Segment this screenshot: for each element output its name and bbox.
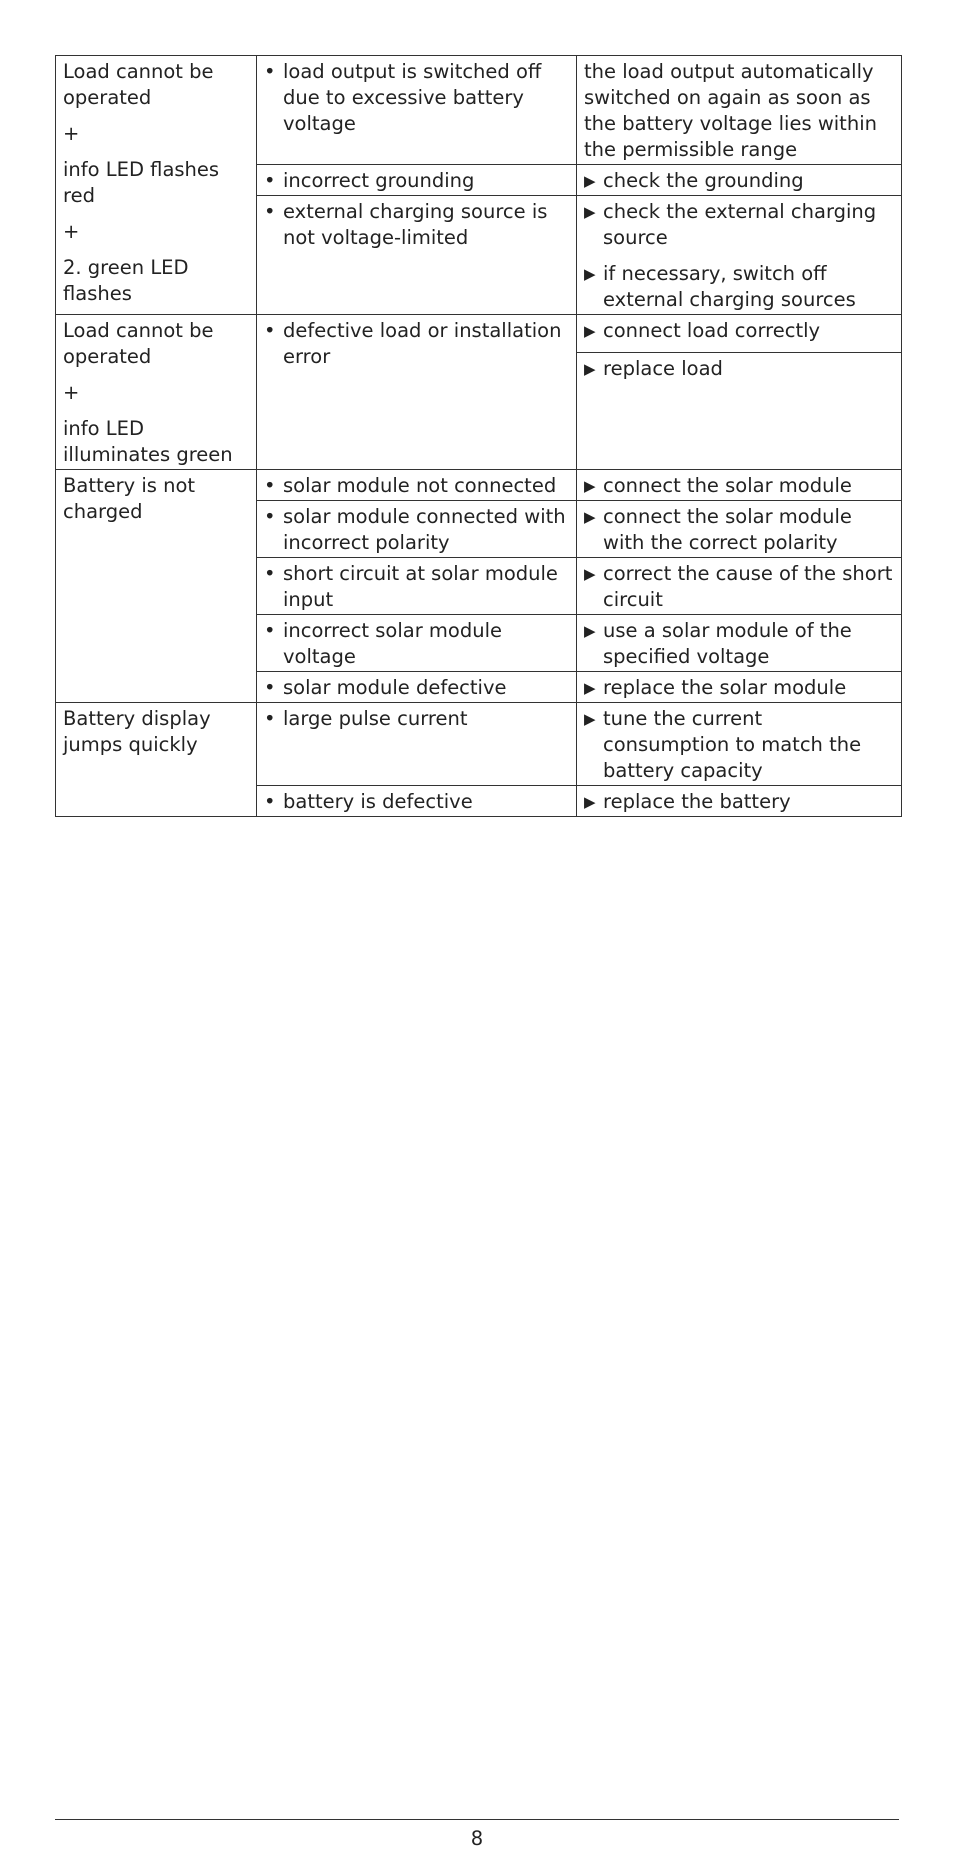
arrow-right-icon: ▶	[584, 172, 596, 190]
page-number: 8	[470, 1827, 484, 1850]
table-row	[56, 470, 902, 501]
cause-cell: • load output is switched off due to excessive battery voltage	[257, 56, 577, 165]
arrow-right-icon: ▶	[584, 565, 596, 583]
fault-cell: Battery display jumps quickly	[56, 703, 257, 817]
bullet-icon: •	[264, 169, 276, 192]
table-row	[56, 315, 902, 353]
bullet-icon: •	[264, 60, 276, 83]
cause-cell: • solar module connected with incorrect polarity	[257, 501, 577, 558]
cause-cell: • battery is defective	[257, 786, 577, 817]
arrow-right-icon: ▶	[584, 679, 596, 697]
arrow-right-icon: ▶	[584, 477, 596, 495]
remedy-cell: ▶ replace the solar module	[577, 672, 902, 703]
cause-cell: • solar module defective	[257, 672, 577, 703]
footer-divider	[55, 1819, 899, 1820]
remedy-cell: the load output automatically switched on again as soon as the battery voltage lies within the permissible range	[577, 56, 902, 165]
bullet-icon: •	[264, 474, 276, 497]
arrow-right-icon: ▶	[584, 710, 596, 728]
cause-cell: • short circuit at solar module input	[257, 558, 577, 615]
arrow-right-icon: ▶	[584, 322, 596, 340]
remedy-cell: ▶ replace load	[577, 353, 902, 470]
remedy-cell: ▶ check the external charging source ▶ if necessary, switch off external charging sources	[577, 196, 902, 315]
bullet-icon: •	[264, 562, 276, 585]
bullet-icon: •	[264, 505, 276, 528]
bullet-icon: •	[264, 200, 276, 223]
remedy-cell: ▶ replace the battery	[577, 786, 902, 817]
arrow-right-icon: ▶	[584, 203, 596, 221]
remedy-cell: ▶ tune the current consumption to match the battery capacity	[577, 703, 902, 786]
bullet-icon: •	[264, 707, 276, 730]
fault-cell: Load cannot be operated + info LED illuminates green	[56, 315, 257, 470]
remedy-cell: ▶ correct the cause of the short circuit	[577, 558, 902, 615]
remedy-cell: ▶ connect load correctly	[577, 315, 902, 353]
bullet-icon: •	[264, 319, 276, 342]
cause-cell: • defective load or installation error	[257, 315, 577, 470]
arrow-right-icon: ▶	[584, 622, 596, 640]
fault-cell: Load cannot be operated + info LED flashes red + 2. green LED flashes	[56, 56, 257, 315]
remedy-cell: ▶ connect the solar module	[577, 470, 902, 501]
bullet-icon: •	[264, 676, 276, 699]
remedy-cell: ▶ connect the solar module with the correct polarity	[577, 501, 902, 558]
arrow-right-icon: ▶	[584, 360, 596, 378]
cause-cell: • solar module not connected	[257, 470, 577, 501]
arrow-right-icon: ▶	[584, 508, 596, 526]
arrow-right-icon: ▶	[584, 265, 596, 283]
table-row	[56, 703, 902, 786]
cause-cell: • incorrect grounding	[257, 165, 577, 196]
bullet-icon: •	[264, 619, 276, 642]
remedy-cell: ▶ use a solar module of the specified voltage	[577, 615, 902, 672]
cause-cell: • large pulse current	[257, 703, 577, 786]
arrow-right-icon: ▶	[584, 793, 596, 811]
table-row	[56, 56, 902, 165]
bullet-icon: •	[264, 790, 276, 813]
cause-cell: • incorrect solar module voltage	[257, 615, 577, 672]
fault-cell: Battery is not charged	[56, 470, 257, 703]
cause-cell: • external charging source is not voltage-limited	[257, 196, 577, 315]
troubleshooting-table	[55, 55, 902, 817]
remedy-cell: ▶ check the grounding	[577, 165, 902, 196]
